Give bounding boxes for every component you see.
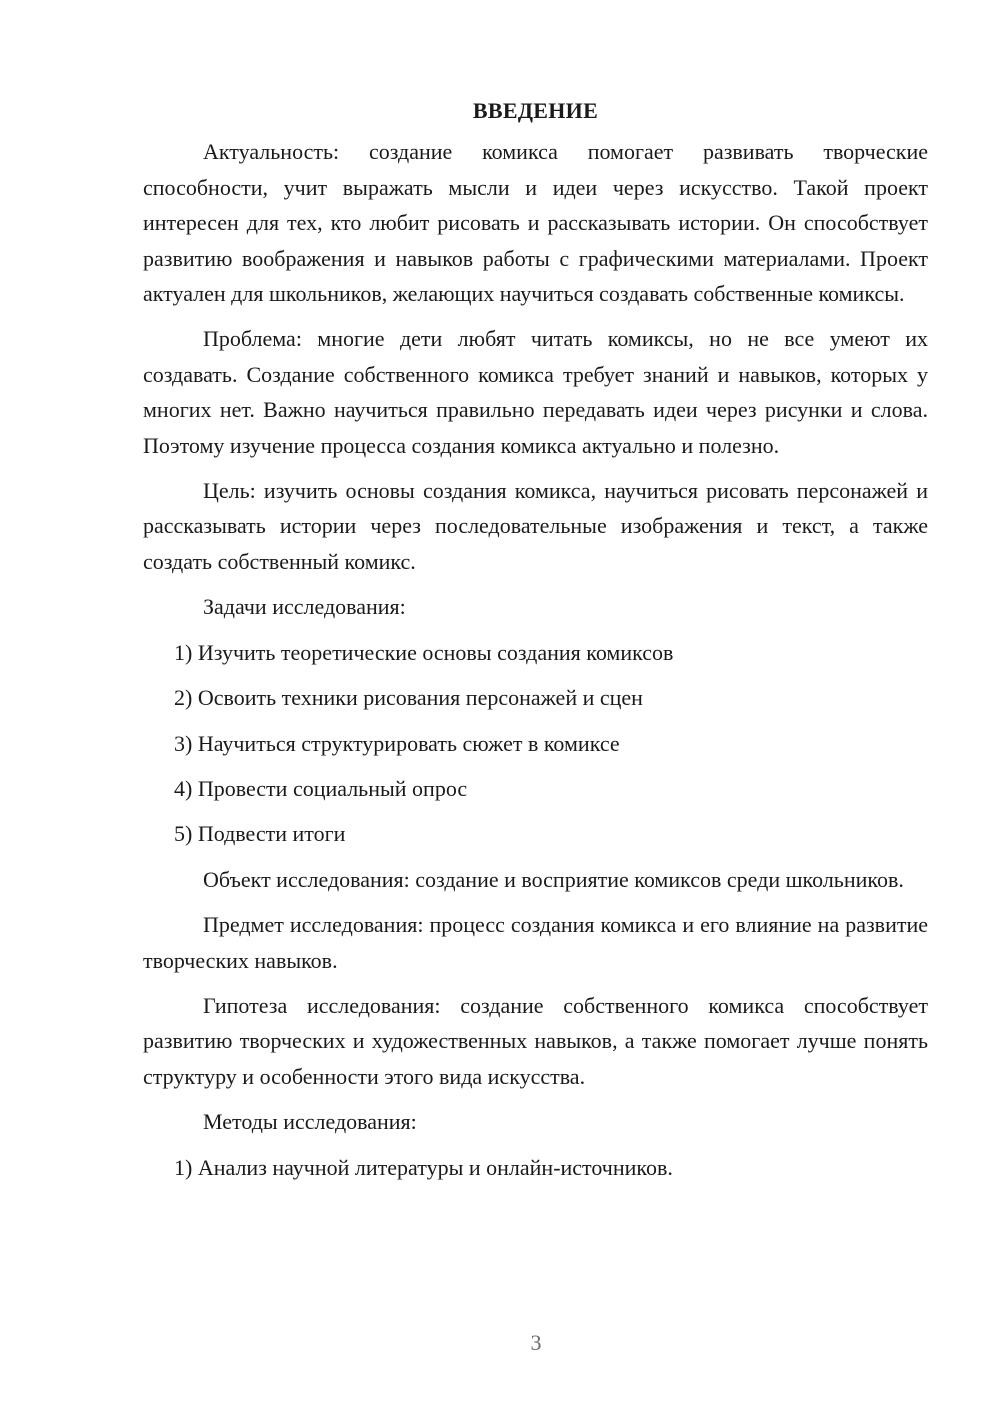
hypothesis-paragraph: Гипотеза исследования: создание собственного комикса способствует развитию творческих и художественных навыков, а также помогает лучше понять структуру и особенности этого вида искусства. — [143, 992, 928, 1089]
problem-paragraph: Проблема: многие дети любят читать комиксы, но не все умеют их создавать. Создание собственного комикса требует знаний и навыков, которых у многих нет. Важно научиться правильно передавать идеи через рисунки и слова. Поэтому изучение процесса создания комикса актуально и полезно. — [143, 326, 928, 458]
list-item: 3) Научиться структурировать сюжет в комиксе — [174, 730, 620, 756]
list-item: 2) Освоить техники рисования персонажей и сцен — [174, 685, 643, 711]
relevance-paragraph: Актуальность: создание комикса помогает развивать творческие способности, учит выражать мысли и идеи через искусство. Такой проект интересен для тех, кто любит рисовать и рассказывать истории. Он способствует развитию воображения и навыков работы с графическими материалами. Проект актуален для школьников, желающих научиться создавать собственные комиксы. — [143, 139, 928, 307]
object-paragraph: Объект исследования: создание и восприятие комиксов среди школьников. — [203, 866, 904, 892]
list-item: 5) Подвести итоги — [174, 821, 346, 847]
goal-paragraph: Цель: изучить основы создания комикса, научиться рисовать персонажей и рассказывать истории через последовательные изображения и текст, а также создать собственный комикс. — [143, 478, 928, 574]
tasks-heading: Задачи исследования: — [203, 594, 406, 620]
document-page — [143, 93, 928, 1195]
methods-heading: Методы исследования: — [203, 1109, 417, 1135]
section-heading: ВВЕДЕНИЕ — [472, 98, 599, 123]
subject-paragraph: Предмет исследования: процесс создания комикса и его влияние на развитие творческих навыков. — [143, 912, 928, 973]
list-item: 4) Провести социальный опрос — [174, 775, 468, 801]
list-item: 1) Анализ научной литературы и онлайн-источников. — [174, 1154, 673, 1180]
page-number: 3 — [530, 1330, 542, 1355]
list-item: 1) Изучить теоретические основы создания комиксов — [174, 639, 674, 665]
